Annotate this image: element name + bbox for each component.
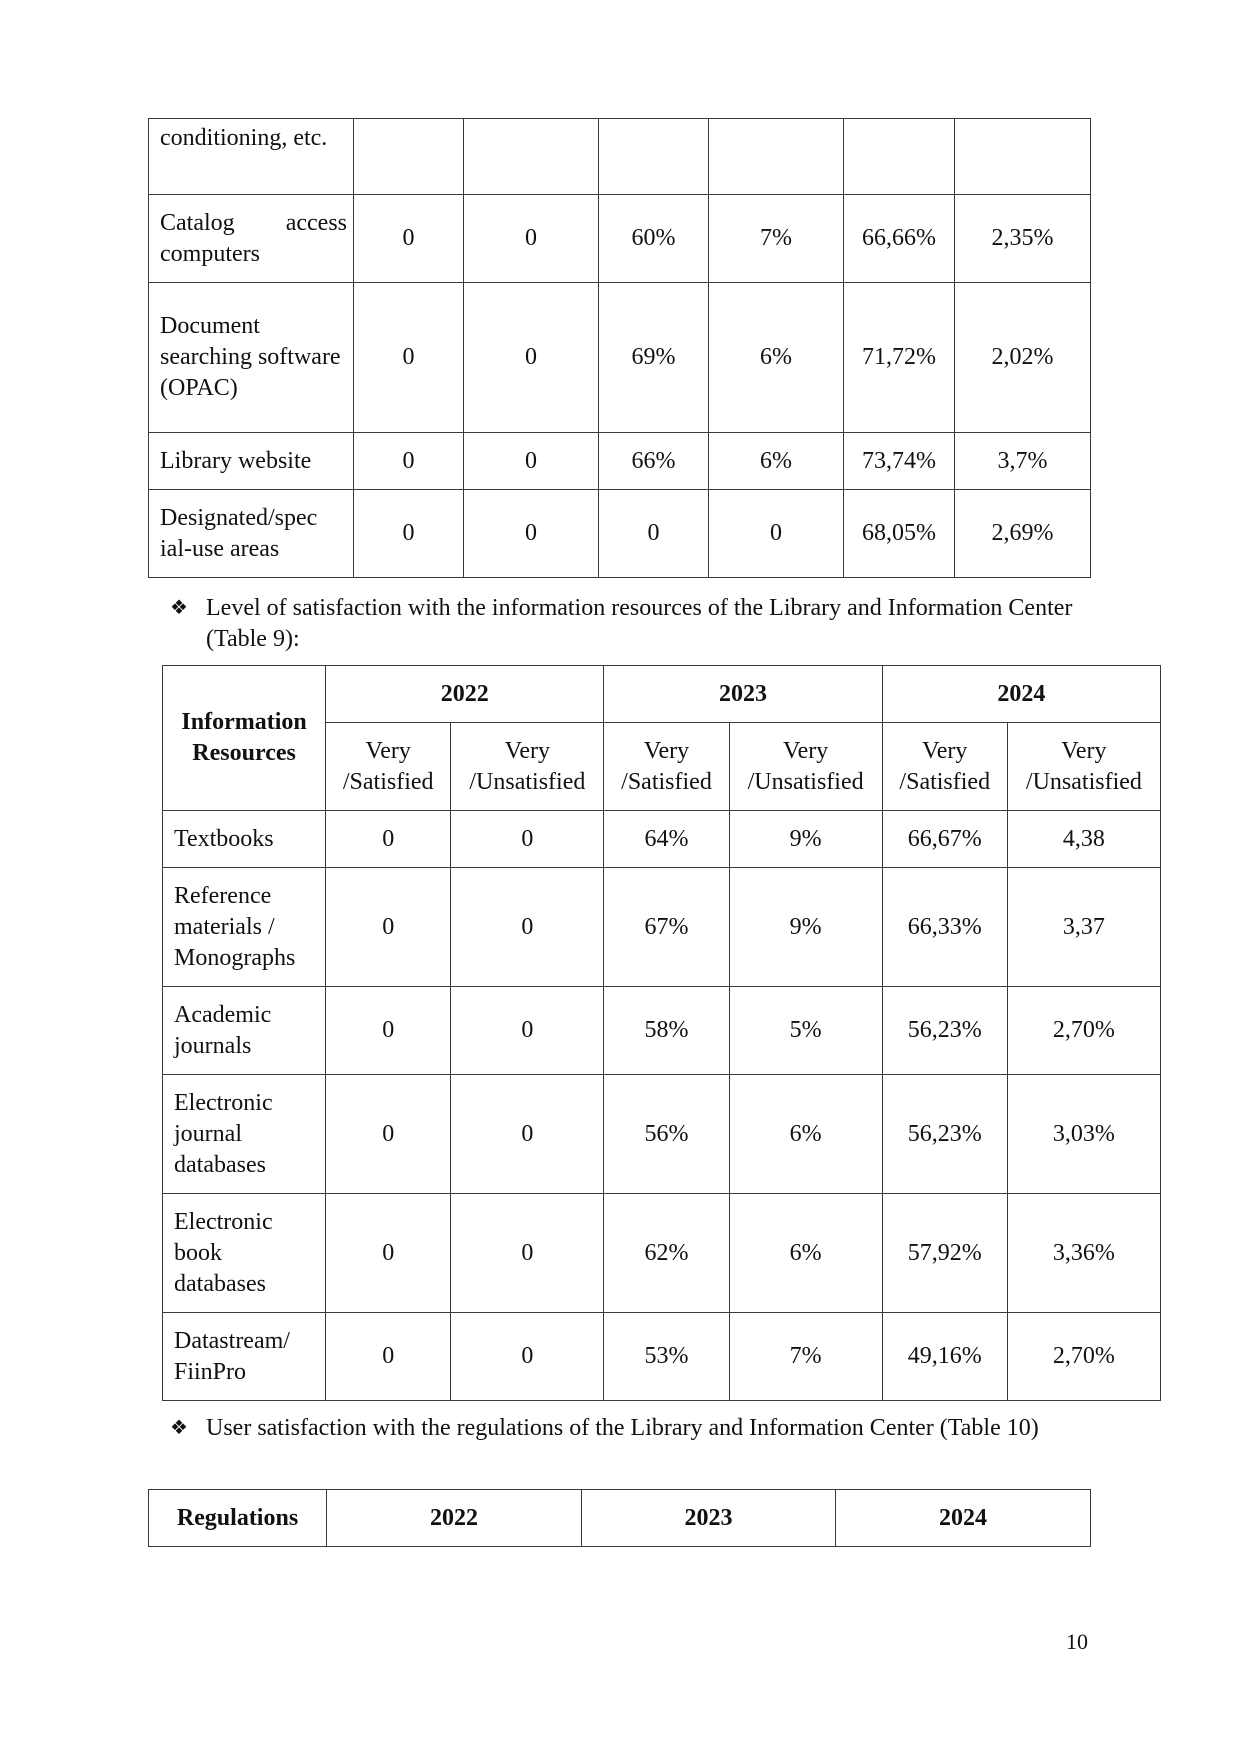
table-cell: 2,02% [955,283,1091,433]
header-year: 2024 [836,1490,1091,1547]
header-regulations: Regulations [149,1490,327,1547]
row-label: Library website [149,433,354,490]
bullet-table-10 [170,1413,1100,1444]
table-cell: 56% [604,1075,729,1194]
table-cell: 3,7% [955,433,1091,490]
table-cell: 62% [604,1194,729,1313]
row-label: Electronic book databases [163,1194,326,1313]
table-cell: 7% [709,195,844,283]
table-cell: 73,74% [844,433,955,490]
table-cell: 64% [604,811,729,868]
table-cell: 2,69% [955,490,1091,578]
table-row [163,1313,1161,1401]
table-cell: 0 [326,987,451,1075]
table-cell: 53% [604,1313,729,1401]
table-cell: 6% [729,1194,882,1313]
table-cell: 60% [599,195,709,283]
table-row [149,283,1091,433]
table-row [163,1194,1161,1313]
table-cell: 0 [326,868,451,987]
table-cell: 6% [709,433,844,490]
table-cell: 5% [729,987,882,1075]
table-cell: 9% [729,868,882,987]
table-cell: 0 [464,490,599,578]
table-cell: 3,03% [1007,1075,1160,1194]
table-cell: 57,92% [882,1194,1007,1313]
table-cell [844,119,955,195]
table-cell: 0 [709,490,844,578]
row-label: Academic journals [163,987,326,1075]
subheader-cell: Very /Unsatisfied [451,723,604,811]
table-cell: 3,36% [1007,1194,1160,1313]
diamond-bullet-icon: ❖ [170,1417,188,1439]
table-cell: 0 [354,433,464,490]
table-cell: 49,16% [882,1313,1007,1401]
bullet-table-9 [170,593,1100,655]
table-cell: 56,23% [882,987,1007,1075]
table-cell: 6% [709,283,844,433]
table-cell: 0 [451,1075,604,1194]
table-cell: 6% [729,1075,882,1194]
table-cell: 0 [451,1194,604,1313]
row-label: Textbooks [163,811,326,868]
row-label: Document searching software (OPAC) [149,283,354,433]
table-cell: 0 [354,195,464,283]
table-row [149,490,1091,578]
table-cell: 0 [354,283,464,433]
table-9-information-resources [162,665,1161,1401]
table-cell: 66,67% [882,811,1007,868]
row-label: Reference materials / Monographs [163,868,326,987]
table-row [163,868,1161,987]
table-cell: 0 [451,987,604,1075]
table-cell: 0 [326,1075,451,1194]
row-label: Catalog access computers [149,195,354,283]
table-cell [709,119,844,195]
table-cell [464,119,599,195]
table-cell: 66,66% [844,195,955,283]
header-year: 2023 [582,1490,836,1547]
table-8-continued [148,118,1091,578]
row-label: Datastream/ FiinPro [163,1313,326,1401]
table-cell: 66,33% [882,868,1007,987]
table-cell: 0 [464,283,599,433]
table-cell: 69% [599,283,709,433]
table-row [163,1075,1161,1194]
diamond-bullet-icon: ❖ [170,597,188,619]
header-year: 2022 [326,666,604,723]
row-label: conditioning, etc. [149,119,354,195]
header-year: 2024 [882,666,1160,723]
table-cell: 0 [599,490,709,578]
table-cell: 9% [729,811,882,868]
table-row [163,987,1161,1075]
subheader-cell: Very /Unsatisfied [729,723,882,811]
table-cell: 67% [604,868,729,987]
table-cell [599,119,709,195]
table-cell: 4,38 [1007,811,1160,868]
bullet-text: User satisfaction with the regulations of the Library and Information Center (Table 10) [206,1415,1039,1441]
table-cell: 7% [729,1313,882,1401]
table-10-regulations [148,1489,1091,1547]
table-cell [955,119,1091,195]
subheader-cell: Very /Satisfied [326,723,451,811]
table-cell [354,119,464,195]
table-cell: 0 [451,811,604,868]
table-row [163,811,1161,868]
table-header-row [149,1490,1091,1547]
table-cell: 0 [326,1194,451,1313]
subheader-cell: Very /Satisfied [604,723,729,811]
table-cell: 2,70% [1007,1313,1160,1401]
table-header-row [163,666,1161,723]
table-cell: 0 [354,490,464,578]
table-cell: 56,23% [882,1075,1007,1194]
table-cell: 0 [464,195,599,283]
header-year: 2023 [604,666,882,723]
table-cell: 68,05% [844,490,955,578]
table-cell: 66% [599,433,709,490]
bullet-text: Level of satisfaction with the information resources of the Library and Information Center (Table 9): [206,595,1073,652]
table-cell: 71,72% [844,283,955,433]
table-row [149,195,1091,283]
subheader-cell: Very /Satisfied [882,723,1007,811]
table-cell: 58% [604,987,729,1075]
row-label: Electronic journal databases [163,1075,326,1194]
subheader-cell: Very /Unsatisfied [1007,723,1160,811]
header-information-resources: Information Resources [163,666,326,811]
table-cell: 0 [464,433,599,490]
table-cell: 0 [451,1313,604,1401]
table-cell: 0 [451,868,604,987]
row-label: Designated/spec ial-use areas [149,490,354,578]
table-cell: 3,37 [1007,868,1160,987]
table-cell: 0 [326,1313,451,1401]
page-number: 10 [1066,1629,1088,1654]
table-row [149,119,1091,195]
table-cell: 0 [326,811,451,868]
table-cell: 2,35% [955,195,1091,283]
table-row [149,433,1091,490]
header-year: 2022 [327,1490,582,1547]
table-cell: 2,70% [1007,987,1160,1075]
